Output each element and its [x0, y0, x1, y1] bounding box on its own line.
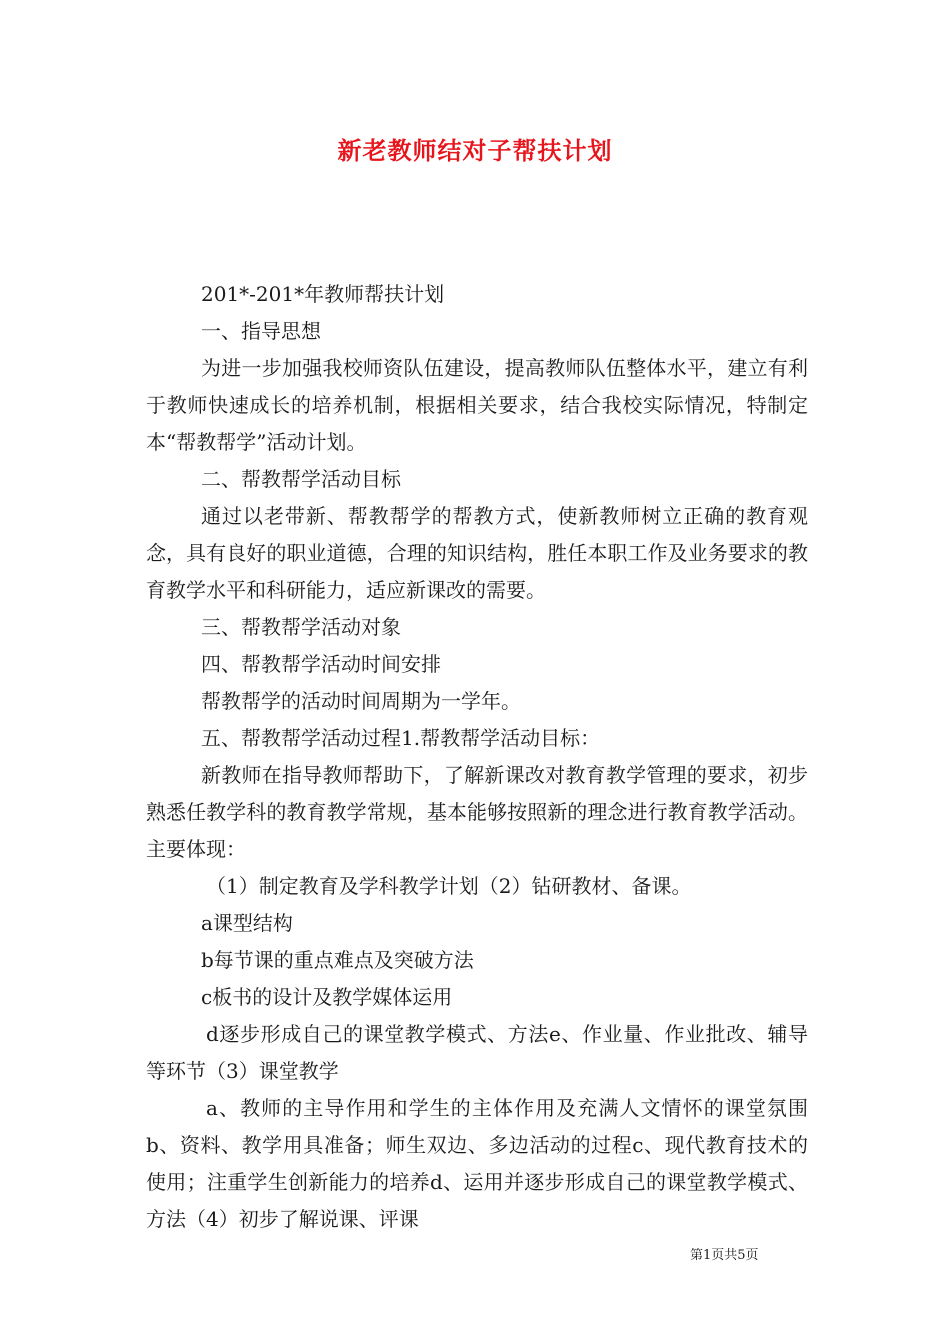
list-item-a: a课型结构	[201, 911, 293, 935]
section-heading-activity-goals: 二、帮教帮学活动目标	[201, 467, 401, 491]
page-number: 第1页共5页	[690, 1248, 759, 1263]
list-item-c: c板书的设计及教学媒体运用	[201, 985, 453, 1009]
paragraph-guiding-ideology: 为进一步加强我校师资队伍建设，提高教师队伍整体水平，建立有利于教师快速成长的培养机制，根据相关要求，结合我校实际情况，特制定本“帮教帮学”活动计划。	[146, 356, 808, 454]
section-heading-time-arrangement: 四、帮教帮学活动时间安排	[201, 652, 441, 676]
list-item-b: b每节课的重点难点及突破方法	[201, 948, 474, 972]
section-heading-activity-targets: 三、帮教帮学活动对象	[201, 615, 401, 639]
list-item-d: d逐步形成自己的课堂教学模式、方法e、作业量、作业批改、辅导等环节（3）课堂教学	[146, 1022, 808, 1083]
section-heading-guiding-ideology: 一、指导思想	[201, 319, 321, 343]
list-item-plan-and-prep: （1）制定教育及学科教学计划（2）钻研教材、备课。	[206, 874, 692, 898]
paragraph-activity-goals: 通过以老带新、帮教帮学的帮教方式，使新教师树立正确的教育观念，具有良好的职业道德，合理的知识结构，胜任本职工作及业务要求的教育教学水平和科研能力，适应新课改的需要。	[146, 504, 808, 602]
paragraph-time-period: 帮教帮学的活动时间周期为一学年。	[201, 689, 521, 713]
section-heading-activity-process: 五、帮教帮学活动过程1.帮教帮学活动目标：	[201, 726, 601, 750]
paragraph-classroom-teaching: a、教师的主导作用和学生的主体作用及充满人文情怀的课堂氛围b、资料、教学用具准备；师生双边、多边活动的过程c、现代教育技术的使用；注重学生创新能力的培养d、运用并逐步形成自己的课堂教学模式、方法（4）初步了解说课、评课	[146, 1096, 808, 1231]
document-body	[146, 276, 808, 1238]
paragraph-new-teacher-goals: 新教师在指导教师帮助下，了解新课改对教育教学管理的要求，初步熟悉任教学科的教育教学常规，基本能够按照新的理念进行教育教学活动。主要体现：	[146, 763, 808, 861]
plan-year-line: 201*-201*年教师帮扶计划	[201, 282, 445, 306]
document-title: 新老教师结对子帮扶计划	[337, 136, 613, 165]
